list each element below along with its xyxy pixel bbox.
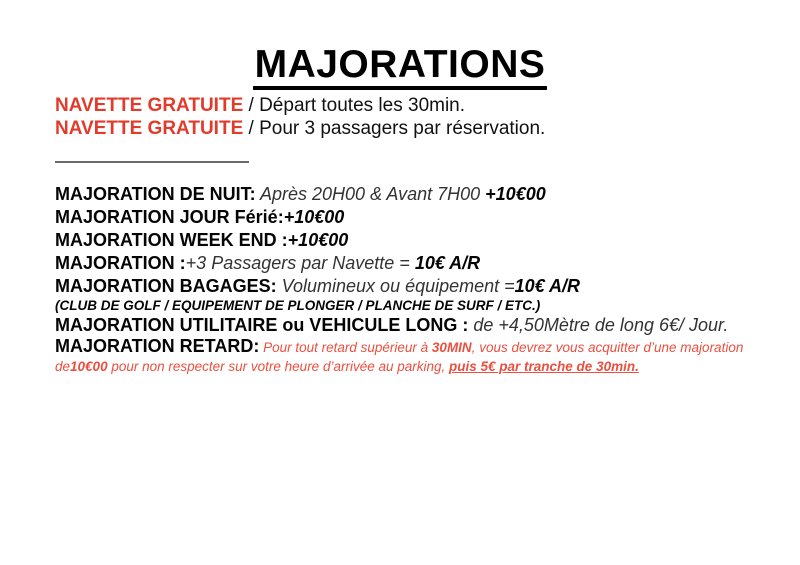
- title-container: [0, 0, 800, 90]
- rule-detail: +3 Passagers par Navette =: [185, 253, 415, 273]
- rule-holiday: [55, 206, 745, 229]
- rule-label: MAJORATION BAGAGES:: [55, 276, 277, 296]
- free-shuttle-text: / Départ toutes les 30min.: [243, 95, 466, 116]
- rule-luggage: [55, 275, 745, 298]
- rule-label: MAJORATION DE NUIT:: [55, 184, 256, 204]
- delay-text: de: [55, 359, 71, 374]
- surcharge-rules-section: [55, 183, 745, 376]
- rule-price: +10€00: [287, 230, 349, 250]
- luggage-examples-note: (CLUB DE GOLF / EQUIPEMENT DE PLONGER / PLANCHE DE SURF / ETC.): [55, 298, 541, 313]
- rule-night: [55, 183, 745, 206]
- rule-label: MAJORATION RETARD:: [55, 336, 260, 356]
- section-divider: [55, 161, 249, 163]
- rule-label: MAJORATION :: [55, 253, 186, 273]
- free-shuttle-line-1: [55, 94, 745, 117]
- rule-price: +10€00: [485, 184, 546, 204]
- rule-detail: Volumineux ou équipement =: [276, 276, 515, 296]
- page-title: MAJORATIONS: [253, 46, 548, 90]
- rule-detail: Après 20H00 & Avant 7H00: [255, 184, 486, 204]
- rule-label: MAJORATION JOUR Férié:: [55, 207, 284, 227]
- rule-price: 10€ A/R: [514, 276, 581, 296]
- rule-utility-vehicle: [55, 314, 745, 337]
- rule-label: MAJORATION WEEK END :: [55, 230, 288, 250]
- free-shuttle-line-2: [55, 117, 745, 140]
- free-shuttle-highlight: NAVETTE GRATUITE: [55, 118, 244, 139]
- delay-text: pour non respecter sur votre heure d’arrivée au parking,: [107, 359, 450, 374]
- document-body: [0, 94, 800, 376]
- rule-late-arrival: [55, 337, 745, 376]
- rule-weekend: [55, 229, 745, 252]
- rule-price: +10€00: [283, 207, 345, 227]
- rule-price: 10€ A/R: [414, 253, 481, 273]
- rule-extra-passengers: [55, 252, 745, 275]
- rule-label: MAJORATION UTILITAIRE ou VEHICULE LONG :: [55, 315, 469, 335]
- delay-emphasis: 30MIN: [431, 340, 472, 355]
- free-shuttle-section: [55, 94, 745, 140]
- delay-text: Pour tout retard supérieur à: [259, 340, 432, 355]
- free-shuttle-text: / Pour 3 passagers par réservation.: [243, 118, 546, 139]
- rule-detail: de +4,50Mètre de long 6€/ Jour.: [468, 315, 729, 335]
- delay-text: , vous devrez vous acquitter d’une majoration: [471, 340, 744, 355]
- delay-emphasis: 10€00: [70, 359, 108, 374]
- delay-warning: puis 5€ par tranche de 30min.: [449, 359, 639, 374]
- free-shuttle-highlight: NAVETTE GRATUITE: [55, 95, 244, 116]
